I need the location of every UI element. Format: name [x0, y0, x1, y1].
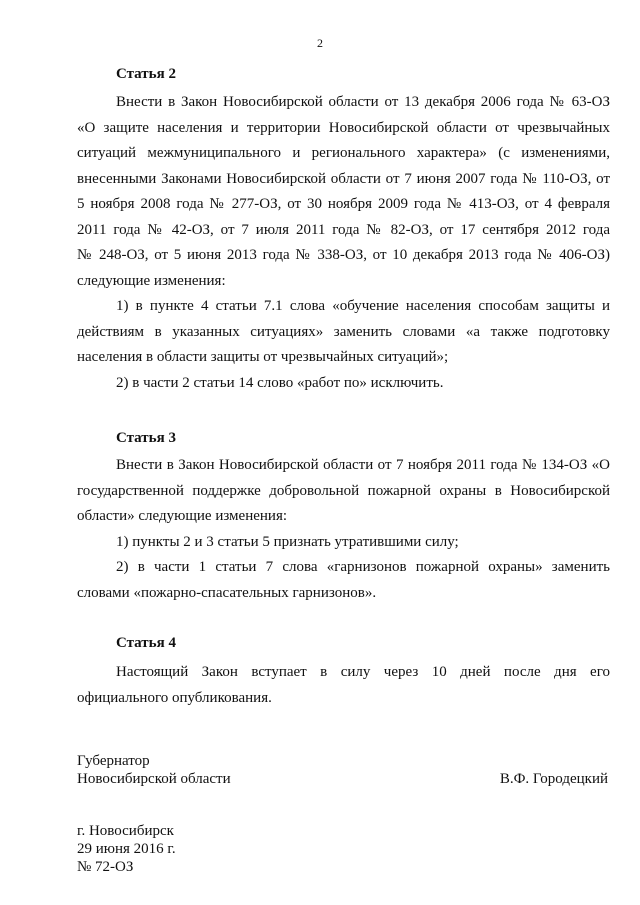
- text-line: 2) в части 2 статьи 14 слово «работ по» исключить.: [116, 375, 444, 391]
- article-3-intro: [77, 453, 610, 530]
- governor-title-line-2: Новосибирской области: [77, 771, 231, 787]
- footer-date: 29 июня 2016 г.: [77, 841, 176, 857]
- text-line: действиям в указанных ситуациях» заменить словами «а также подготовку: [77, 323, 610, 340]
- text-line: Настоящий Закон вступает в силу через 10 дней после дня его: [116, 664, 610, 680]
- article-3-item-1: [77, 530, 610, 556]
- governor-name: В.Ф. Городецкий: [499, 771, 608, 787]
- text-line: следующие изменения:: [77, 272, 226, 289]
- footer-number: № 72-ОЗ: [77, 859, 134, 875]
- text-line: № 248-ОЗ, от 5 июня 2013 года № 338-ОЗ, от 10 декабря 2013 года № 406-ОЗ): [77, 247, 610, 263]
- text-line: «О защите населения и территории Новосибирской области от чрезвычайных: [77, 119, 610, 136]
- article-3-item-2: [77, 555, 610, 606]
- text-line: государственной поддержке добровольной пожарной охраны в Новосибирской: [77, 482, 610, 499]
- law-footer: [77, 822, 176, 876]
- text-line: 1) пункты 2 и 3 статьи 5 признать утратившими силу;: [116, 534, 459, 550]
- article-4-text: [77, 660, 610, 711]
- text-line: ситуаций межмуниципального и регионального характера» (с изменениями,: [77, 145, 610, 161]
- text-line: 2011 года № 42-ОЗ, от 7 июля 2011 года № 82-ОЗ, от 17 сентября 2012 года: [77, 221, 610, 238]
- text-line: 1) в пункте 4 статьи 7.1 слова «обучение населения способам защиты и: [116, 298, 610, 314]
- article-4-heading: Статья 4: [116, 635, 176, 651]
- article-2-item-1: [77, 294, 610, 371]
- article-2-intro: [77, 90, 610, 294]
- text-line: внесенными Законами Новосибирской области от 7 июня 2007 года № 110-ОЗ, от: [77, 170, 610, 187]
- text-line: 5 ноября 2008 года № 277-ОЗ, от 30 ноября 2009 года № 413-ОЗ, от 4 февраля: [77, 196, 610, 212]
- text-line: Внести в Закон Новосибирской области от 13 декабря 2006 года № 63-ОЗ: [116, 94, 610, 110]
- text-line: официального опубликования.: [77, 689, 272, 706]
- text-line: области» следующие изменения:: [77, 508, 288, 524]
- page-number: 2: [317, 36, 323, 50]
- text-line: Внести в Закон Новосибирской области от 7 ноября 2011 года № 134-ОЗ «О: [116, 457, 610, 473]
- article-2-heading: Статья 2: [116, 66, 176, 82]
- text-line: словами «пожарно-спасательных гарнизонов».: [77, 584, 377, 601]
- article-3-heading: Статья 3: [116, 430, 176, 446]
- article-2-item-2: [77, 371, 610, 397]
- text-line: 2) в части 1 статьи 7 слова «гарнизонов пожарной охраны» заменить: [116, 559, 610, 575]
- governor-title-line-1: Губернатор: [77, 753, 150, 769]
- governor-title: [77, 752, 231, 788]
- footer-city: г. Новосибирск: [77, 823, 174, 839]
- text-line: населения в области защиты от чрезвычайных ситуаций»;: [77, 349, 449, 365]
